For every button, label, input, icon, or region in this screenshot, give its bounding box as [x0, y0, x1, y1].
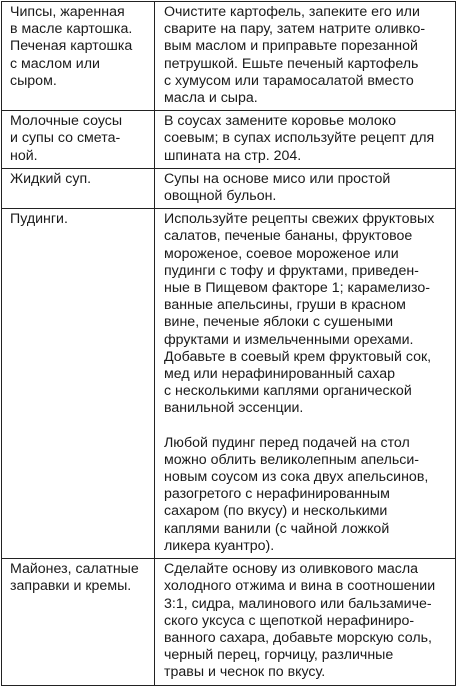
- table-row: [2, 209, 456, 559]
- paragraph-gap: [164, 418, 449, 435]
- text-line: пудинги с тофу и фруктами, приведен-: [164, 262, 419, 279]
- text-line: Пудинги.: [10, 211, 68, 228]
- text-line: в масле картошка.: [10, 21, 133, 38]
- table-row: [2, 168, 456, 208]
- row-5-left-cell: [2, 559, 155, 685]
- row-5-right-cell: [155, 559, 456, 685]
- text-line: травы и чеснок по вкусу.: [164, 664, 326, 681]
- text-line: Чипсы, жаренная: [10, 4, 125, 20]
- row-3-right-cell: [155, 168, 456, 208]
- text-line: масла и сыра.: [164, 90, 258, 107]
- food-substitution-table: [1, 1, 456, 686]
- text-line: вине, печеные яблоки с сушеными: [164, 314, 394, 331]
- text-line: Очистите картофель, запеките его или: [164, 4, 420, 20]
- text-line: с несколькими каплями органической: [164, 383, 412, 400]
- text-line: черный перец, горчицу, различные: [164, 647, 394, 664]
- text-line: Молочные соусы: [10, 113, 123, 130]
- row-3-left-cell: [2, 168, 155, 208]
- text-line: ной.: [10, 147, 38, 164]
- text-line: сахаром (по вкусу) и несколькими: [164, 503, 388, 520]
- text-line: мед или нерафинированный сахар: [164, 366, 395, 383]
- text-line: заправки и кремы.: [10, 578, 132, 595]
- text-line: шпината на стр. 204.: [164, 147, 302, 164]
- text-line: холодного отжима и вина в соотношении: [164, 578, 436, 595]
- text-line: фруктами и измельченными орехами.: [164, 331, 414, 348]
- text-line: Любой пудинг перед подачей на стол: [164, 434, 410, 451]
- text-line: 3:1, сидра, малинового или бальзамиче-: [164, 595, 432, 612]
- text-line: мороженое, соевое мороженое или: [164, 245, 399, 262]
- text-line: Добавьте в соевый крем фруктовый сок,: [164, 348, 432, 365]
- text-line: можно облить великолепным апельси-: [164, 451, 419, 468]
- row-2-left-cell: [2, 111, 155, 169]
- text-line: салатов, печеные бананы, фруктовое: [164, 228, 413, 245]
- text-line: ванильной эссенции.: [164, 400, 304, 417]
- text-line: Печеная картошка: [10, 38, 133, 55]
- text-line: овощной бульон.: [164, 188, 277, 205]
- text-line: ского уксуса с щепоткой нерафиниро-: [164, 612, 415, 629]
- text-line: новым соусом из сока двух апельсинов,: [164, 469, 429, 486]
- text-line: сыром.: [10, 72, 57, 89]
- text-line: Используйте рецепты свежих фруктовых: [164, 211, 435, 228]
- row-4-right-cell: [155, 209, 456, 559]
- row-1-right-cell: [155, 2, 456, 111]
- table-row: [2, 559, 456, 685]
- table-row: [2, 111, 456, 169]
- text-line: каплями ванили (с чайной ложкой: [164, 520, 390, 537]
- row-1-left-cell: [2, 2, 155, 111]
- row-4-left-cell: [2, 209, 155, 559]
- text-line: вым маслом и приправьте порезанной: [164, 38, 418, 55]
- text-line: В соусах замените коровье молоко: [164, 113, 397, 130]
- text-line: Сделайте основу из оливкового масла: [164, 561, 418, 578]
- text-line: соевым; в супах используйте рецепт для: [164, 130, 435, 147]
- text-line: ные в Пищевом факторе 1; карамелизо-: [164, 280, 431, 297]
- text-line: разогретого с нерафинированным: [164, 486, 390, 503]
- text-line: и супы со смета-: [10, 130, 121, 147]
- text-line: Супы на основе мисо или простой: [164, 170, 391, 187]
- text-line: Майонез, салатные: [10, 561, 139, 578]
- text-line: ванного сахара, добавьте морскую соль,: [164, 629, 432, 646]
- text-line: петрушкой. Ешьте печеный картофель: [164, 55, 419, 72]
- text-line: сварите на пару, затем натрите оливко-: [164, 21, 426, 38]
- text-line: с маслом или: [10, 55, 100, 72]
- row-2-right-cell: [155, 111, 456, 169]
- text-line: с хумусом или тарамосалатой вместо: [164, 72, 414, 89]
- table-row: [2, 2, 456, 111]
- text-line: ликера куантро).: [164, 537, 275, 554]
- text-line: Жидкий суп.: [10, 170, 92, 187]
- text-line: ванные апельсины, груши в красном: [164, 297, 406, 314]
